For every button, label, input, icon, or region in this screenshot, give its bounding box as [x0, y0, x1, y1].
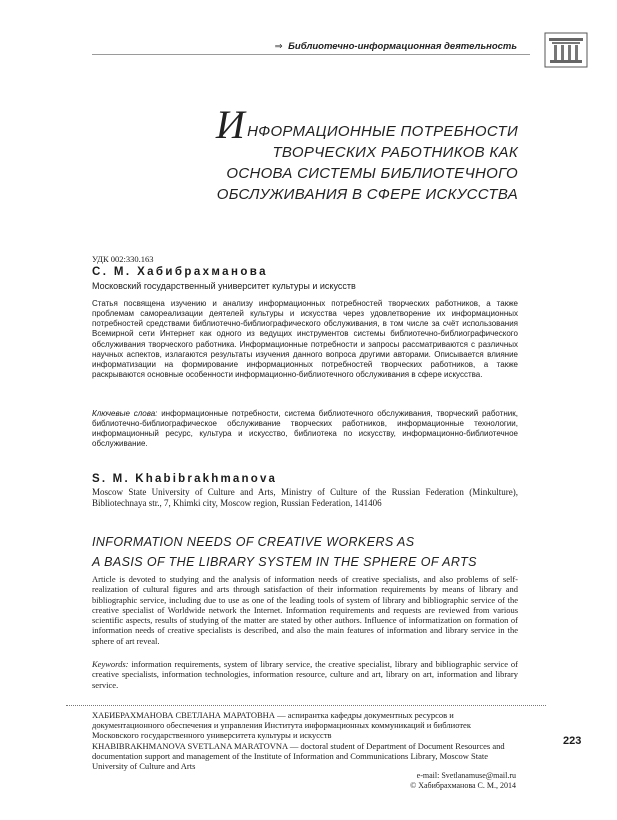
keywords-en	[92, 659, 518, 690]
title-line-4: ОБСЛУЖИВАНИЯ В СФЕРЕ ИСКУССТВА	[216, 186, 518, 203]
title-line-3: ОСНОВА СИСТЕМЫ БИБЛИОТЕЧНОГО	[226, 165, 518, 182]
author-name-en: S. M. Khabibrakhmanova	[92, 473, 278, 485]
keywords-text-en: information requirements, system of library service, the creative specialist, library and bibliographic service of creative specialists, information technologies, information resource, culture and art, library on art, information and library service.	[92, 659, 518, 690]
title-dropcap: И	[215, 102, 246, 147]
section-title: Библиотечно-информационная деятельность	[288, 41, 517, 52]
footnote-ru-text: — аспирантка кафедры документных ресурсов и документационного обеспечения и управления Института информационных коммуникаций и библиотек Московского государственного университета культуры и искусств	[92, 710, 471, 741]
udk-code: УДК 002:330.163	[92, 254, 154, 264]
page-number: 223	[563, 735, 582, 747]
title-en-line-1: INFORMATION NEEDS OF CREATIVE WORKERS AS	[92, 535, 415, 549]
journal-logo-icon	[544, 32, 588, 68]
keywords-label-ru: Ключевые слова:	[92, 409, 158, 418]
header-divider	[92, 54, 530, 55]
article-title-ru	[140, 102, 518, 205]
keywords-label-en: Keywords:	[92, 659, 129, 669]
title-line-1: НФОРМАЦИОННЫЕ ПОТРЕБНОСТИ	[247, 123, 518, 140]
footnote-divider	[66, 705, 546, 706]
author-footnote	[92, 710, 518, 771]
footnote-en-text: — doctoral student of Department of Document Resources and documentation support and management of the Institute of Information and Communications Library, Moscow State University of Culture and Arts	[92, 740, 505, 772]
footnote-ru-name: ХАБИБРАХМАНОВА СВЕТЛАНА МАРАТОВНА	[92, 710, 275, 720]
abstract-ru: Статья посвящена изучению и анализу информационных потребностей творческих работников, а также проблемам самореализации деятелей культуры и искусства через удовлетворение их информационных потребностей средствами библиотечно-библиографического обслуживания, в том числе за счёт использования Всемирной сети Интернет как одного из ведущих инструментов системы библиотечно-библиографического обслуживания творческого работника. Информационные потребности и запросы рассматриваются с различных научных аспектов, излагаются результаты изучения данного вопроса другими авторами. Описывается влияние информатизации на формирование информационных потребностей творческих работников, а также раскрываются основные особенности информационно-библиотечного обслуживания в сфере искусства.	[92, 299, 518, 380]
arrow-icon: ⇒	[274, 41, 283, 52]
affiliation-ru: Московский государственный университет культуры и искусств	[92, 281, 356, 291]
footnote-en-name: KHABIBRAKHMANOVA SVETLANA MARATOVNA	[92, 740, 288, 751]
abstract-en: Article is devoted to studying and the analysis of information needs of creative specialists, and also problems of self-realization of cultural figures and arts through satisfaction of their information requirements by means of library and bibliographic service, including due to use as one of the leading tools of system of library and bibliographic service of the creative specialist of Worldwide network the Internet. Information requirements and requests are reviewed from various scientific aspects, results of studying of the matter are stated by other authors. Influence of informatization on formation of information needs of creative specialists is described, and also the main features of information and library service in the sphere of art reveal.	[92, 574, 518, 646]
affiliation-en: Moscow State University of Culture and Arts, Ministry of Culture of the Russian Federation (Minkulture), Bibliotechnaya str., 7, Khimki city, Moscow region, Russian Federation, 141406	[92, 487, 518, 508]
keywords-ru	[92, 409, 518, 450]
footnote-ru	[92, 710, 518, 741]
title-en-line-2: A BASIS OF THE LIBRARY SYSTEM IN THE SPHERE OF ARTS	[92, 555, 477, 569]
article-title-en	[92, 532, 532, 572]
copyright-notice: © Хабибрахманова С. М., 2014	[410, 781, 516, 790]
author-email[interactable]: e-mail: Svetlanamuse@mail.ru	[416, 771, 516, 780]
running-header	[275, 41, 517, 52]
author-name-ru: С. М. Хабибрахманова	[92, 266, 268, 278]
footnote-en	[92, 741, 518, 772]
title-line-2: ТВОРЧЕСКИХ РАБОТНИКОВ КАК	[272, 144, 518, 161]
keywords-text-ru: информационные потребности, система библиотечного обслуживания, творческий работник, библиотечно-библиографическое обслуживание творческих работников, информационные технологии, информационный ресурс, культура и искусство, библиотека по искусству, информационно-библиотечное обслуживание.	[92, 409, 518, 449]
